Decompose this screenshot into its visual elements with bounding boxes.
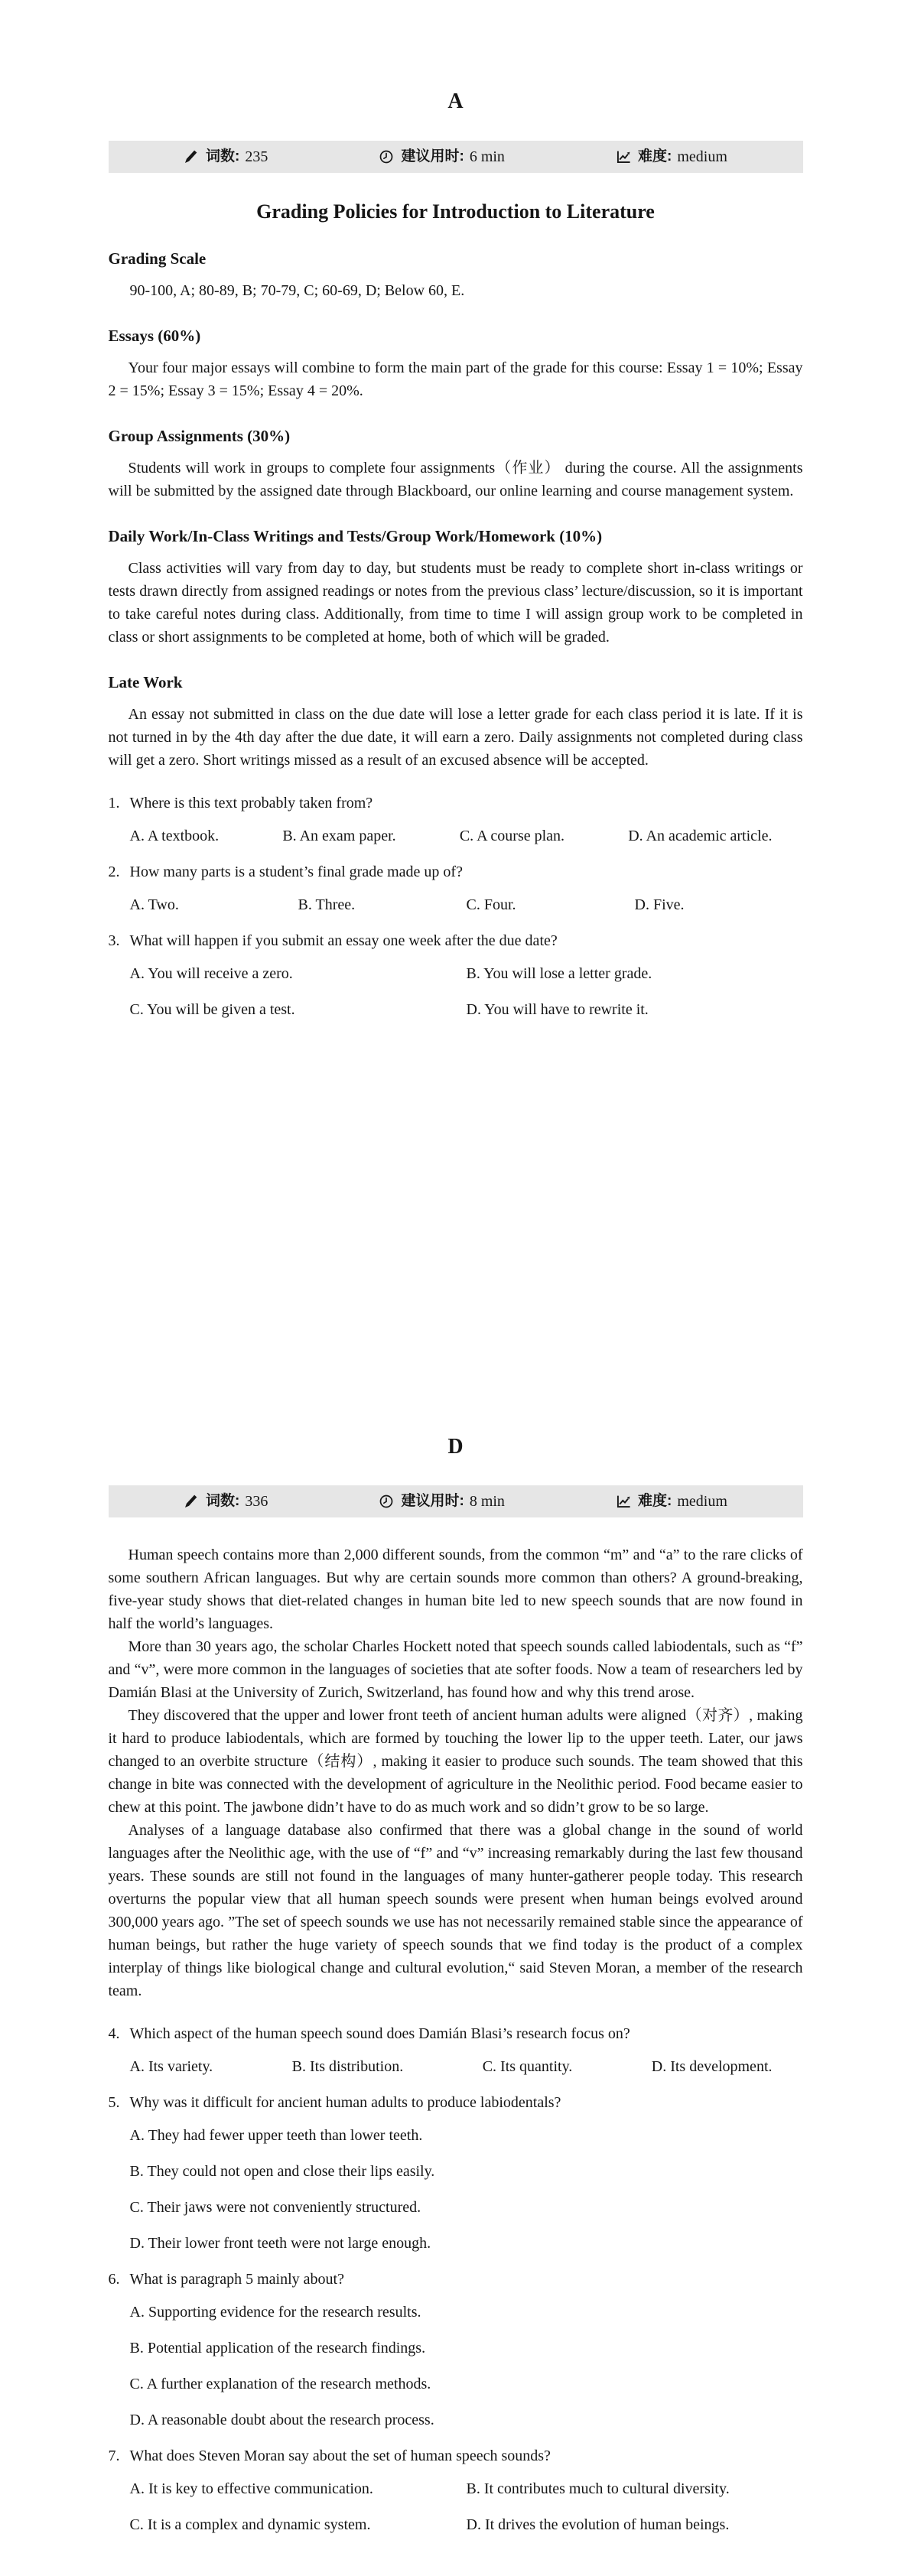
suggested-time [379, 1490, 504, 1513]
passage-body [109, 248, 803, 772]
passage-paragraph: Analyses of a language database also confirmed that there was a global change in the sound of world languages after the Neolithic age, with the use of “f” and “v” increasing remarkably during the last few thousand years. These sounds are still not found in the languages of many hunter-gatherer people today. This research overturns the popular view that all human speech sounds were present when human beings evolved around 300,000 years ago. ”The set of speech sounds we use has not necessarily remained stable since the appearance of human beings, but rather the huge variety of speech sounds that we find today is the product of a complex interplay of things like biological change and cultural evolution,“ said Steven Moran, a member of the research team. [108, 1822, 803, 2000]
option-item: D. Five. [634, 896, 685, 913]
option-group [109, 2301, 803, 2431]
question-stem: Where is this text probably taken from? [129, 794, 373, 812]
question-item [109, 2268, 803, 2431]
clock-icon [379, 1494, 394, 1509]
chart-icon [616, 149, 631, 164]
question-number: 6. [108, 2271, 120, 2288]
option-item: C. Their jaws were not conveniently structured. [129, 2199, 421, 2217]
question-item [109, 2091, 803, 2255]
option-item: C. A further explanation of the research methods. [129, 2376, 431, 2393]
meta-value: medium [677, 148, 727, 165]
option-item: C. It is a complex and dynamic system. [129, 2516, 371, 2534]
meta-label: 难度: [638, 148, 672, 164]
question-stem-row [109, 860, 803, 883]
difficulty [616, 145, 727, 168]
section-letter: D [447, 1434, 464, 1459]
question-stem: What is paragraph 5 mainly about? [129, 2271, 344, 2288]
option-item: A. Two. [129, 896, 179, 913]
option-item: D. Their lower front teeth were not large enough. [129, 2235, 431, 2252]
question-item [109, 2444, 803, 2536]
reading-section [109, 1434, 803, 2537]
question-stem-row [109, 2091, 803, 2114]
question-list [109, 792, 803, 1021]
option-item: D. An academic article. [628, 827, 773, 844]
option-group [109, 893, 803, 916]
option-item: A. They had fewer upper teeth than lower teeth. [129, 2127, 423, 2145]
option-item: B. Potential application of the research findings. [129, 2340, 426, 2357]
option-group [109, 2055, 803, 2078]
option-item: A. A textbook. [129, 827, 220, 844]
pencil-icon [184, 1494, 199, 1509]
question-number: 4. [108, 2025, 120, 2043]
passage-heading: Late Work [108, 672, 183, 691]
exam-page-content [109, 0, 803, 2536]
passage-heading: Daily Work/In-Class Writings and Tests/Group Work/Homework (10%) [108, 526, 603, 545]
section-gap [109, 1021, 803, 1434]
option-item: B. Three. [298, 896, 356, 913]
meta-value: 6 min [469, 148, 505, 165]
chart-icon [616, 1494, 631, 1509]
question-stem: Which aspect of the human speech sound does Damián Blasi’s research focus on? [129, 2025, 630, 2043]
question-number: 7. [108, 2448, 120, 2465]
suggested-time [379, 145, 504, 168]
option-item: B. You will lose a letter grade. [466, 964, 652, 982]
option-item: A. It is key to effective communication. [129, 2480, 373, 2498]
meta-label: 词数: [206, 148, 240, 164]
passage-meta-bar [109, 141, 803, 173]
pencil-icon [184, 149, 199, 164]
passage-heading: Essays (60%) [108, 326, 201, 345]
option-item: B. An exam paper. [282, 827, 396, 844]
question-stem-row [109, 2268, 803, 2291]
passage-heading: Group Assignments (30%) [108, 426, 291, 445]
question-stem-row [109, 792, 803, 815]
passage-paragraph: Class activities will vary from day to day, but students must be ready to complete short in-class writings or tests drawn directly from assigned readings or notes from the previous class’ lecture/discussion, so it is important to take careful notes during class. Additionally, from time to time I will assign group work to be completed in class or short assignments to be completed at home, both of which will be graded. [108, 559, 803, 646]
question-item [109, 2022, 803, 2078]
passage-paragraph: 90-100, A; 80-89, B; 70-79, C; 60-69, D; Below 60, E. [129, 281, 465, 299]
article-title: Grading Policies for Introduction to Literature [256, 200, 655, 223]
meta-label: 建议用时: [401, 1493, 464, 1510]
question-item [109, 792, 803, 847]
question-number: 1. [108, 794, 120, 812]
question-stem: How many parts is a student’s final grade made up of? [129, 863, 463, 880]
option-item: D. A reasonable doubt about the research process. [129, 2412, 434, 2429]
question-item [109, 860, 803, 916]
passage-paragraph: More than 30 years ago, the scholar Charles Hockett noted that speech sounds called labiodentals, such as “f” and “v”, were more common in the languages of societies that ate softer foods. Now a team of researchers led by Damián Blasi at the University of Zurich, Switzerland, has found how and why this trend arose. [108, 1638, 803, 1702]
section-letter: A [447, 89, 464, 113]
option-item: A. You will receive a zero. [129, 964, 293, 982]
question-stem: What will happen if you submit an essay one week after the due date? [129, 932, 558, 949]
option-item: D. It drives the evolution of human beings. [466, 2516, 730, 2534]
option-item: A. Supporting evidence for the research results. [129, 2304, 421, 2321]
meta-value: medium [677, 1493, 727, 1511]
option-item: B. They could not open and close their lips easily. [129, 2163, 435, 2181]
meta-value: 235 [245, 148, 268, 165]
passage-paragraph: Your four major essays will combine to form the main part of the grade for this course: Essay 1 = 10%; Essay 2 = 15%; Essay 3 = 15%; Essay 4 = 20%. [108, 359, 803, 399]
meta-value: 336 [245, 1493, 268, 1511]
question-stem: Why was it difficult for ancient human adults to produce labiodentals? [129, 2094, 561, 2112]
meta-value: 8 min [469, 1493, 505, 1511]
question-stem-row [109, 2022, 803, 2045]
passage-paragraph: Students will work in groups to complete four assignments（作业） during the course. All the assignments will be submitted by the assigned date through Blackboard, our online learning and course management system. [108, 459, 803, 499]
passage-paragraph: Human speech contains more than 2,000 different sounds, from the common “m” and “a” to the rare clicks of some southern African languages. But why are certain sounds more common than others? A ground-breaking, five-year study shows that diet-related changes in human bite led to new speech sounds that are now found in half the world’s languages. [108, 1547, 803, 1633]
option-item: B. Its distribution. [291, 2058, 404, 2076]
meta-label: 词数: [206, 1493, 240, 1510]
meta-label: 难度: [638, 1493, 672, 1510]
option-item: C. You will be given a test. [129, 1000, 295, 1018]
option-group [109, 825, 803, 847]
meta-label: 建议用时: [401, 148, 464, 164]
question-number: 5. [108, 2094, 120, 2112]
question-list [109, 2022, 803, 2536]
option-item: C. Its quantity. [482, 2058, 573, 2076]
clock-icon [379, 149, 394, 164]
option-item: A. Its variety. [129, 2058, 213, 2076]
option-group [109, 2124, 803, 2255]
word-count [184, 1490, 268, 1513]
question-item [109, 929, 803, 1021]
reading-section [109, 89, 803, 1021]
option-item: D. Its development. [651, 2058, 773, 2076]
difficulty [616, 1490, 727, 1513]
passage-body [109, 1543, 803, 2002]
option-group [109, 2477, 803, 2536]
passage-paragraph: They discovered that the upper and lower front teeth of ancient human adults were aligned（对齐）, making it hard to produce labiodentals, which are formed by touching the lower lip to the upper teeth. Later, our jaws changed to an overbite structure（结构）, making it easier to produce such sounds. The team showed that this change in bite was connected with the development of agriculture in the Neolithic period. Food became easier to chew at this point. The jawbone didn’t have to do as much work and so didn’t grow to be so large. [108, 1707, 803, 1817]
question-stem-row [109, 929, 803, 952]
option-item: D. You will have to rewrite it. [466, 1000, 649, 1018]
question-number: 2. [108, 863, 120, 880]
passage-heading: Grading Scale [108, 249, 207, 268]
option-group [109, 962, 803, 1021]
option-item: C. A course plan. [459, 827, 565, 844]
passage-paragraph: An essay not submitted in class on the due date will lose a letter grade for each class period it is late. If it is not turned in by the 4th day after the due date, it will earn a zero. Daily assignments not completed during class will get a zero. Short writings missed as a result of an excused absence will be accepted. [108, 705, 803, 769]
question-stem-row [109, 2444, 803, 2467]
option-item: C. Four. [466, 896, 516, 913]
question-stem: What does Steven Moran say about the set of human speech sounds? [129, 2448, 551, 2465]
passage-meta-bar [109, 1485, 803, 1517]
option-item: B. It contributes much to cultural diversity. [466, 2480, 730, 2498]
question-number: 3. [108, 932, 120, 949]
word-count [184, 145, 268, 168]
